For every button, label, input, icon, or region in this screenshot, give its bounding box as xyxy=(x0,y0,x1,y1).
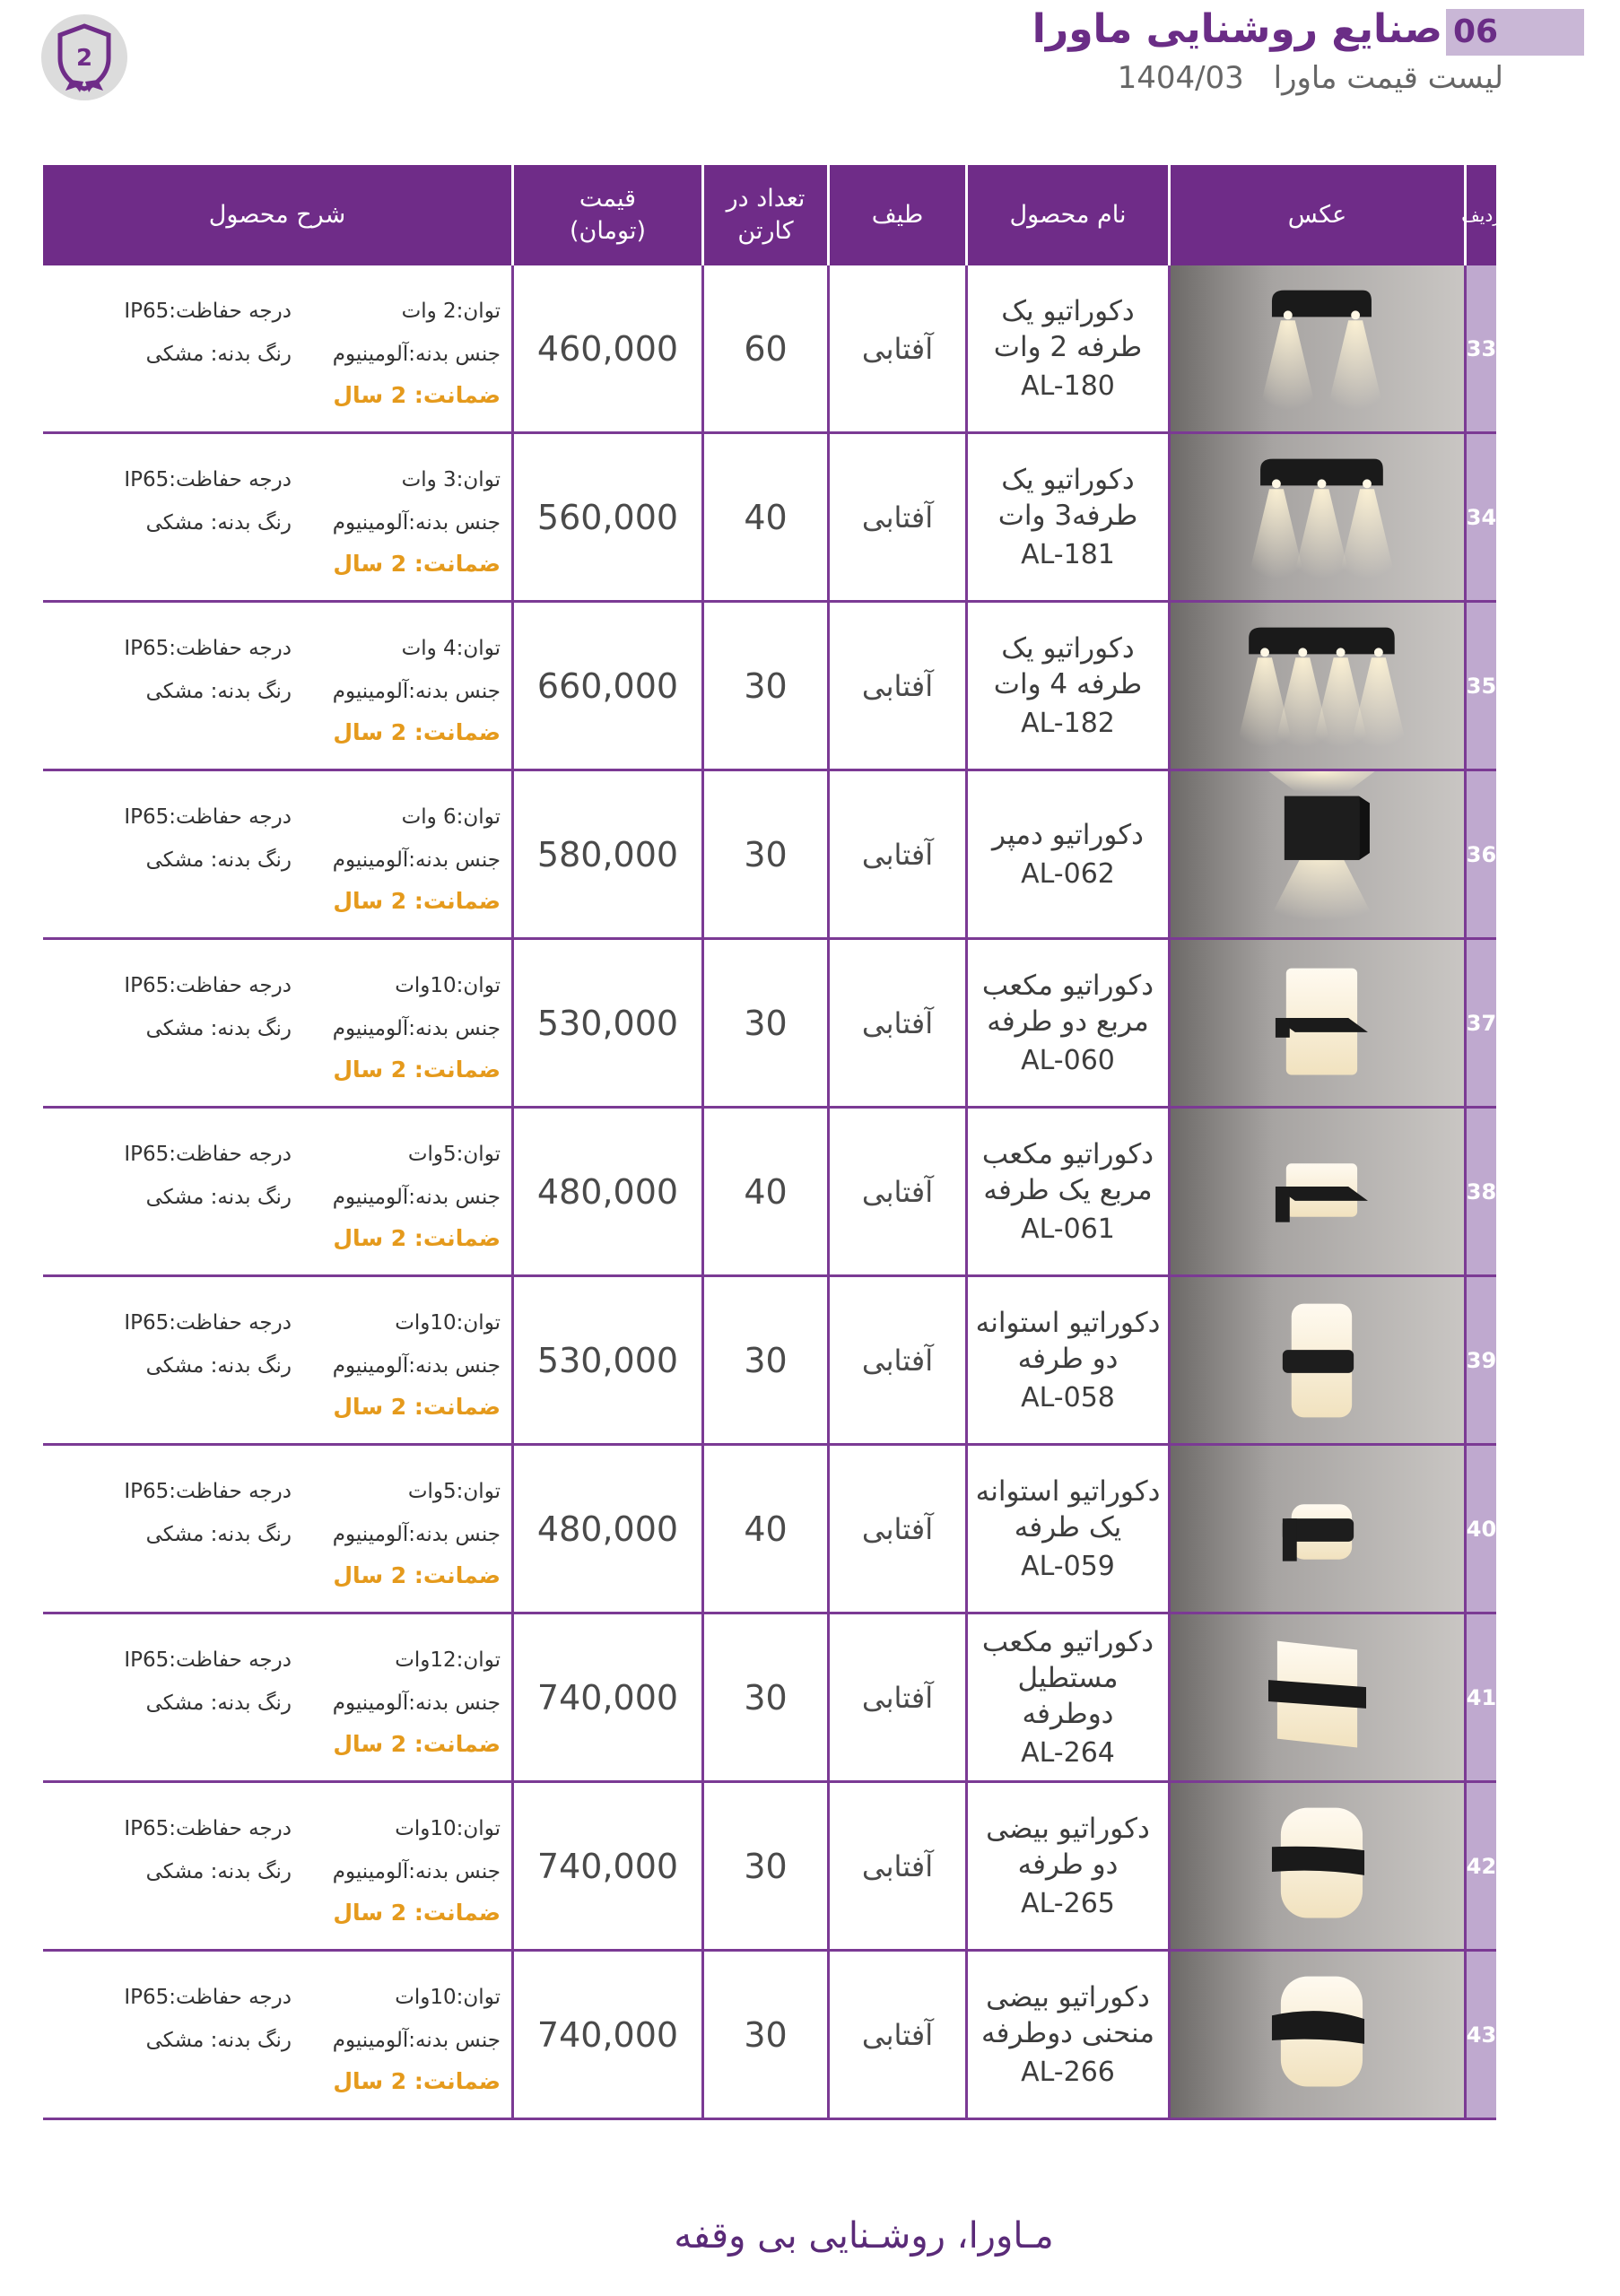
table-row xyxy=(43,771,1496,940)
price-list-date: 1404/03 xyxy=(1117,60,1244,96)
description-cell xyxy=(43,1109,511,1274)
product-code: AL-062 xyxy=(1021,857,1115,890)
range-cell xyxy=(827,434,965,600)
range-cell xyxy=(827,1446,965,1612)
row-index: 36 xyxy=(1464,771,1496,937)
quantity-value: 30 xyxy=(744,1846,788,1886)
color-spec: رنگ بدنه: مشکی xyxy=(145,1523,292,1546)
page-number: 06 xyxy=(1453,13,1499,50)
quantity-cell xyxy=(701,1277,827,1443)
color-range-value: آفتابی xyxy=(861,1848,934,1883)
company-title: صنایع روشنایی ماورا xyxy=(1032,6,1442,52)
description-cell xyxy=(43,1783,511,1949)
product-image xyxy=(1168,1952,1464,2118)
quantity-cell xyxy=(701,265,827,431)
range-cell xyxy=(827,1952,965,2118)
range-cell xyxy=(827,1277,965,1443)
product-image xyxy=(1168,603,1464,769)
product-code: AL-060 xyxy=(1021,1044,1115,1076)
color-spec: رنگ بدنه: مشکی xyxy=(145,2029,292,2052)
color-range-value: آفتابی xyxy=(861,837,934,872)
row-index: 37 xyxy=(1464,940,1496,1106)
range-cell xyxy=(827,603,965,769)
price-value: 560,000 xyxy=(536,497,679,537)
quantity-value: 30 xyxy=(744,665,788,706)
table-row xyxy=(43,1446,1496,1614)
power-spec: توان:3 وات xyxy=(401,468,501,491)
table-row xyxy=(43,1277,1496,1446)
quantity-value: 30 xyxy=(744,1677,788,1718)
warranty-spec: ضمانت: 2 سال xyxy=(333,1394,501,1420)
price-cell xyxy=(511,1109,701,1274)
quantity-cell xyxy=(701,434,827,600)
color-spec: رنگ بدنه: مشکی xyxy=(145,848,292,872)
material-spec: جنس بدنه:آلومینیوم xyxy=(332,1017,501,1040)
product-code: AL-264 xyxy=(1021,1736,1115,1769)
row-index: 41 xyxy=(1464,1614,1496,1780)
warranty-spec: ضمانت: 2 سال xyxy=(333,719,501,745)
material-spec: جنس بدنه:آلومینیوم xyxy=(332,1523,501,1546)
table-row xyxy=(43,603,1496,771)
wall-lamp-icon xyxy=(1171,434,1464,600)
material-spec: جنس بدنه:آلومینیوم xyxy=(332,680,501,703)
color-spec: رنگ بدنه: مشکی xyxy=(145,1186,292,1209)
product-image xyxy=(1168,434,1464,600)
power-spec: توان:10وات xyxy=(395,1986,501,2009)
quantity-cell xyxy=(701,1109,827,1274)
column-header-description: شرح محصول xyxy=(208,201,346,229)
price-value: 660,000 xyxy=(536,665,679,706)
material-spec: جنس بدنه:آلومینیوم xyxy=(332,1354,501,1378)
color-spec: رنگ بدنه: مشکی xyxy=(145,1860,292,1883)
protection-spec: درجه حفاظت:IP65 xyxy=(124,974,292,997)
product-code: AL-058 xyxy=(1021,1381,1115,1413)
product-code: AL-180 xyxy=(1021,370,1115,402)
price-cell xyxy=(511,603,701,769)
color-spec: رنگ بدنه: مشکی xyxy=(145,511,292,535)
wall-lamp-icon xyxy=(1171,940,1464,1106)
product-name-cell xyxy=(965,603,1168,769)
range-cell xyxy=(827,1109,965,1274)
table-row xyxy=(43,434,1496,603)
price-cell xyxy=(511,940,701,1106)
color-range-value: آفتابی xyxy=(861,1511,934,1546)
price-value: 740,000 xyxy=(536,1677,679,1718)
protection-spec: درجه حفاظت:IP65 xyxy=(124,1648,292,1672)
material-spec: جنس بدنه:آلومینیوم xyxy=(332,848,501,872)
row-index: 33 xyxy=(1464,265,1496,431)
column-header-name: نام محصول xyxy=(965,165,1168,265)
price-cell xyxy=(511,434,701,600)
range-cell xyxy=(827,940,965,1106)
color-spec: رنگ بدنه: مشکی xyxy=(145,680,292,703)
table-row xyxy=(43,1614,1496,1783)
wall-lamp-icon xyxy=(1171,1446,1464,1612)
product-image xyxy=(1168,1277,1464,1443)
product-name: دکوراتیو استوانه یک طرفه xyxy=(975,1474,1161,1544)
table-row xyxy=(43,940,1496,1109)
product-code: AL-182 xyxy=(1021,707,1115,739)
color-spec: رنگ بدنه: مشکی xyxy=(145,343,292,366)
protection-spec: درجه حفاظت:IP65 xyxy=(124,1143,292,1166)
wall-lamp-icon xyxy=(1171,1952,1464,2118)
warranty-spec: ضمانت: 2 سال xyxy=(333,1562,501,1588)
power-spec: توان:5وات xyxy=(407,1480,501,1503)
product-image xyxy=(1168,1614,1464,1780)
product-name: دکوراتیو استوانه دو طرفه xyxy=(975,1306,1161,1375)
material-spec: جنس بدنه:آلومینیوم xyxy=(332,1186,501,1209)
protection-spec: درجه حفاظت:IP65 xyxy=(124,1311,292,1335)
product-name-cell xyxy=(965,265,1168,431)
column-header-image: عکس xyxy=(1168,165,1464,265)
description-cell xyxy=(43,940,511,1106)
description-cell xyxy=(43,265,511,431)
product-image xyxy=(1168,265,1464,431)
column-header-price: قیمت (تومان) xyxy=(511,165,701,265)
warranty-spec: ضمانت: 2 سال xyxy=(333,2068,501,2094)
award-badge-icon xyxy=(41,14,127,100)
range-cell xyxy=(827,1783,965,1949)
material-spec: جنس بدنه:آلومینیوم xyxy=(332,2029,501,2052)
protection-spec: درجه حفاظت:IP65 xyxy=(124,1817,292,1840)
wall-lamp-icon xyxy=(1171,771,1464,937)
product-name-cell xyxy=(965,771,1168,937)
color-range-value: آفتابی xyxy=(861,668,934,703)
product-image xyxy=(1168,940,1464,1106)
table-row xyxy=(43,1952,1496,2120)
product-name-cell xyxy=(965,1952,1168,2118)
product-name-cell xyxy=(965,434,1168,600)
price-value: 480,000 xyxy=(536,1509,679,1549)
power-spec: توان:10وات xyxy=(395,1817,501,1840)
price-cell xyxy=(511,771,701,937)
warranty-spec: ضمانت: 2 سال xyxy=(333,551,501,577)
description-cell xyxy=(43,1277,511,1443)
product-name: دکوراتیو یک طرفه3 وات xyxy=(997,463,1138,532)
price-cell xyxy=(511,1783,701,1949)
price-value: 460,000 xyxy=(536,328,679,369)
product-name: دکوراتیو مکعب مربع یک طرفه xyxy=(981,1137,1154,1206)
product-name: دکوراتیو یک طرفه 4 وات xyxy=(993,631,1143,700)
quantity-value: 40 xyxy=(744,1171,788,1212)
color-range-value: آفتابی xyxy=(861,331,934,366)
quantity-cell xyxy=(701,1952,827,2118)
quantity-cell xyxy=(701,1446,827,1612)
quantity-value: 30 xyxy=(744,1340,788,1380)
price-value: 740,000 xyxy=(536,1846,679,1886)
protection-spec: درجه حفاظت:IP65 xyxy=(124,805,292,829)
color-spec: رنگ بدنه: مشکی xyxy=(145,1017,292,1040)
product-name: دکوراتیو بیضی دو طرفه xyxy=(986,1812,1150,1881)
table-row xyxy=(43,1783,1496,1952)
wall-lamp-icon xyxy=(1171,1277,1464,1443)
color-spec: رنگ بدنه: مشکی xyxy=(145,1692,292,1715)
material-spec: جنس بدنه:آلومینیوم xyxy=(332,343,501,366)
product-name-cell xyxy=(965,1783,1168,1949)
quantity-value: 60 xyxy=(744,328,788,369)
quantity-cell xyxy=(701,1614,827,1780)
table-row xyxy=(43,1109,1496,1277)
product-name: دکوراتیو بیضی منحنی دوطرفه xyxy=(980,1980,1154,2049)
description-cell xyxy=(43,603,511,769)
quantity-cell xyxy=(701,603,827,769)
power-spec: توان:6 وات xyxy=(401,805,501,829)
description-cell xyxy=(43,771,511,937)
power-spec: توان:10وات xyxy=(395,974,501,997)
warranty-spec: ضمانت: 2 سال xyxy=(333,1900,501,1926)
price-value: 530,000 xyxy=(536,1340,679,1380)
product-name-cell xyxy=(965,1277,1168,1443)
color-range-value: آفتابی xyxy=(861,1174,934,1209)
product-code: AL-265 xyxy=(1021,1887,1115,1919)
price-list-title: لیست قیمت ماورا xyxy=(1273,60,1503,96)
product-image xyxy=(1168,1109,1464,1274)
warranty-spec: ضمانت: 2 سال xyxy=(333,1731,501,1757)
power-spec: توان:5وات xyxy=(407,1143,501,1166)
range-cell xyxy=(827,265,965,431)
wall-lamp-icon xyxy=(1171,265,1464,431)
slogan-text: مـاورا، روشـنایی بی وقفه xyxy=(674,2215,1054,2257)
range-cell xyxy=(827,771,965,937)
quantity-value: 30 xyxy=(744,834,788,874)
description-cell xyxy=(43,1952,511,2118)
warranty-spec: ضمانت: 2 سال xyxy=(333,382,501,408)
quantity-cell xyxy=(701,771,827,937)
product-code: AL-181 xyxy=(1021,538,1115,570)
product-name: دکوراتیو یک طرفه 2 وات xyxy=(993,294,1143,363)
power-spec: توان:12وات xyxy=(395,1648,501,1672)
table-row xyxy=(43,265,1496,434)
protection-spec: درجه حفاظت:IP65 xyxy=(124,1986,292,2009)
description-cell xyxy=(43,434,511,600)
power-spec: توان:2 وات xyxy=(401,300,501,323)
material-spec: جنس بدنه:آلومینیوم xyxy=(332,1860,501,1883)
protection-spec: درجه حفاظت:IP65 xyxy=(124,637,292,660)
price-cell xyxy=(511,1614,701,1780)
protection-spec: درجه حفاظت:IP65 xyxy=(124,300,292,323)
column-header-index: ردیف xyxy=(1464,165,1496,265)
color-range-value: آفتابی xyxy=(861,1343,934,1378)
row-index: 42 xyxy=(1464,1783,1496,1949)
price-value: 530,000 xyxy=(536,1003,679,1043)
protection-spec: درجه حفاظت:IP65 xyxy=(124,468,292,491)
row-index: 43 xyxy=(1464,1952,1496,2118)
row-index: 39 xyxy=(1464,1277,1496,1443)
product-code: AL-061 xyxy=(1021,1213,1115,1245)
wall-lamp-icon xyxy=(1171,1109,1464,1274)
quantity-value: 40 xyxy=(744,497,788,537)
product-name: دکوراتیو مکعب مستطیل دوطرفه xyxy=(981,1625,1154,1730)
product-name-cell xyxy=(965,940,1168,1106)
description-cell xyxy=(43,1446,511,1612)
product-name-cell xyxy=(965,1109,1168,1274)
color-spec: رنگ بدنه: مشکی xyxy=(145,1354,292,1378)
price-cell xyxy=(511,265,701,431)
price-cell xyxy=(511,1952,701,2118)
product-name: دکوراتیو مکعب مربع دو طرفه xyxy=(981,969,1154,1038)
price-value: 740,000 xyxy=(536,2014,679,2055)
row-index: 35 xyxy=(1464,603,1496,769)
row-index: 38 xyxy=(1464,1109,1496,1274)
range-cell xyxy=(827,1614,965,1780)
price-cell xyxy=(511,1277,701,1443)
quantity-value: 30 xyxy=(744,1003,788,1043)
product-code: AL-266 xyxy=(1021,2056,1115,2088)
product-name-cell xyxy=(965,1614,1168,1780)
color-range-value: آفتابی xyxy=(861,500,934,535)
wall-lamp-icon xyxy=(1171,1783,1464,1949)
material-spec: جنس بدنه:آلومینیوم xyxy=(332,511,501,535)
wall-lamp-icon xyxy=(1171,1614,1464,1780)
power-spec: توان:10وات xyxy=(395,1311,501,1335)
quantity-cell xyxy=(701,940,827,1106)
product-image xyxy=(1168,771,1464,937)
price-value: 480,000 xyxy=(536,1171,679,1212)
wall-lamp-icon xyxy=(1171,603,1464,769)
material-spec: جنس بدنه:آلومینیوم xyxy=(332,1692,501,1715)
footer-slogan xyxy=(0,2215,1620,2269)
row-index: 40 xyxy=(1464,1446,1496,1612)
quantity-cell xyxy=(701,1783,827,1949)
power-spec: توان:4 وات xyxy=(401,637,501,660)
product-code: AL-059 xyxy=(1021,1550,1115,1582)
price-cell xyxy=(511,1446,701,1612)
product-image xyxy=(1168,1783,1464,1949)
description-cell xyxy=(43,1614,511,1780)
warranty-spec: ضمانت: 2 سال xyxy=(333,888,501,914)
product-image xyxy=(1168,1446,1464,1612)
quantity-value: 40 xyxy=(744,1509,788,1549)
price-value: 580,000 xyxy=(536,834,679,874)
warranty-spec: ضمانت: 2 سال xyxy=(333,1225,501,1251)
badge-number: 2 xyxy=(75,45,93,72)
column-header-quantity: تعداد در کارتن xyxy=(701,165,827,265)
color-range-value: آفتابی xyxy=(861,1005,934,1040)
table-header xyxy=(43,165,1502,265)
protection-spec: درجه حفاظت:IP65 xyxy=(124,1480,292,1503)
product-name: دکوراتیو دمپر xyxy=(992,818,1144,851)
column-header-range: طیف xyxy=(827,165,965,265)
quantity-value: 30 xyxy=(744,2014,788,2055)
price-table xyxy=(43,165,1502,2144)
warranty-spec: ضمانت: 2 سال xyxy=(333,1057,501,1083)
product-name-cell xyxy=(965,1446,1168,1612)
color-range-value: آفتابی xyxy=(861,1680,934,1715)
row-index: 34 xyxy=(1464,434,1496,600)
color-range-value: آفتابی xyxy=(861,2017,934,2052)
subtitle xyxy=(1118,56,1503,100)
